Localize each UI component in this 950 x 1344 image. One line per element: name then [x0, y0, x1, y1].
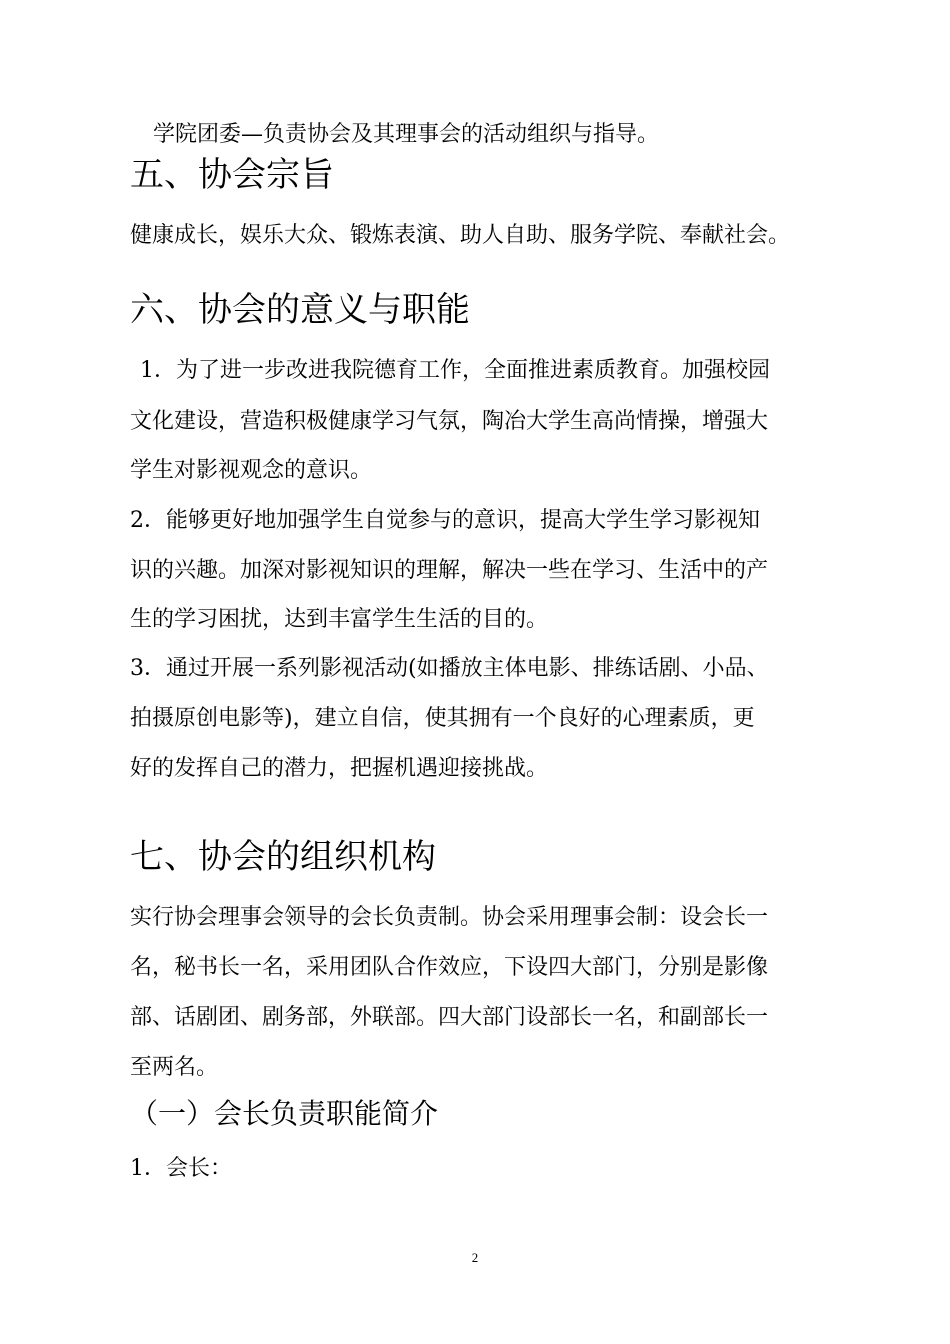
section7-item1: 1．会长： — [130, 1156, 232, 1181]
section7-subheading: （一）会长负责职能简介 — [130, 1097, 439, 1130]
section7-body-line3: 部、话剧团、剧务部，外联部。四大部门设部长一名，和副部长一 — [130, 1005, 769, 1030]
section7-body-line4: 至两名。 — [130, 1055, 219, 1080]
section6-item1-line3: 学生对影视观念的意识。 — [130, 458, 373, 483]
page-number: 2 — [471, 1250, 479, 1265]
section6-item3-line3: 好的发挥自己的潜力，把握机遇迎接挑战。 — [130, 756, 549, 781]
section6-heading: 六、协会的意义与职能 — [130, 290, 470, 330]
section6-item2-line1: 2．能够更好地加强学生自觉参与的意识，提高大学生学习影视知 — [130, 508, 760, 533]
section7-heading: 七、协会的组织机构 — [130, 837, 436, 877]
intro-line: 学院团委—负责协会及其理事会的活动组织与指导。 — [153, 122, 660, 147]
section6-item2-line2: 识的兴趣。加深对影视知识的理解，解决一些在学习、生活中的产 — [130, 558, 769, 583]
section6-item1-line2: 文化建设，营造积极健康学习气氛，陶冶大学生高尚情操，增强大 — [130, 409, 769, 434]
section7-body-line1: 实行协会理事会领导的会长负责制。协会采用理事会制：设会长一 — [130, 905, 769, 930]
section5-body: 健康成长，娱乐大众、锻炼表演、助人自助、服务学院、奉献社会。 — [130, 223, 791, 248]
section6-item2-line3: 生的学习困扰，达到丰富学生生活的目的。 — [130, 607, 549, 632]
section6-item3-line1: 3．通过开展一系列影视活动(如播放主体电影、排练话剧、小品、 — [130, 656, 769, 681]
section6-item1-line1: 1．为了进一步改进我院德育工作，全面推进素质教育。加强校园 — [140, 358, 770, 383]
section6-item3-line2: 拍摄原创电影等)，建立自信，使其拥有一个良好的心理素质，更 — [130, 706, 755, 731]
section5-heading: 五、协会宗旨 — [130, 155, 334, 195]
section7-body-line2: 名，秘书长一名，采用团队合作效应，下设四大部门，分别是影像 — [130, 955, 769, 980]
